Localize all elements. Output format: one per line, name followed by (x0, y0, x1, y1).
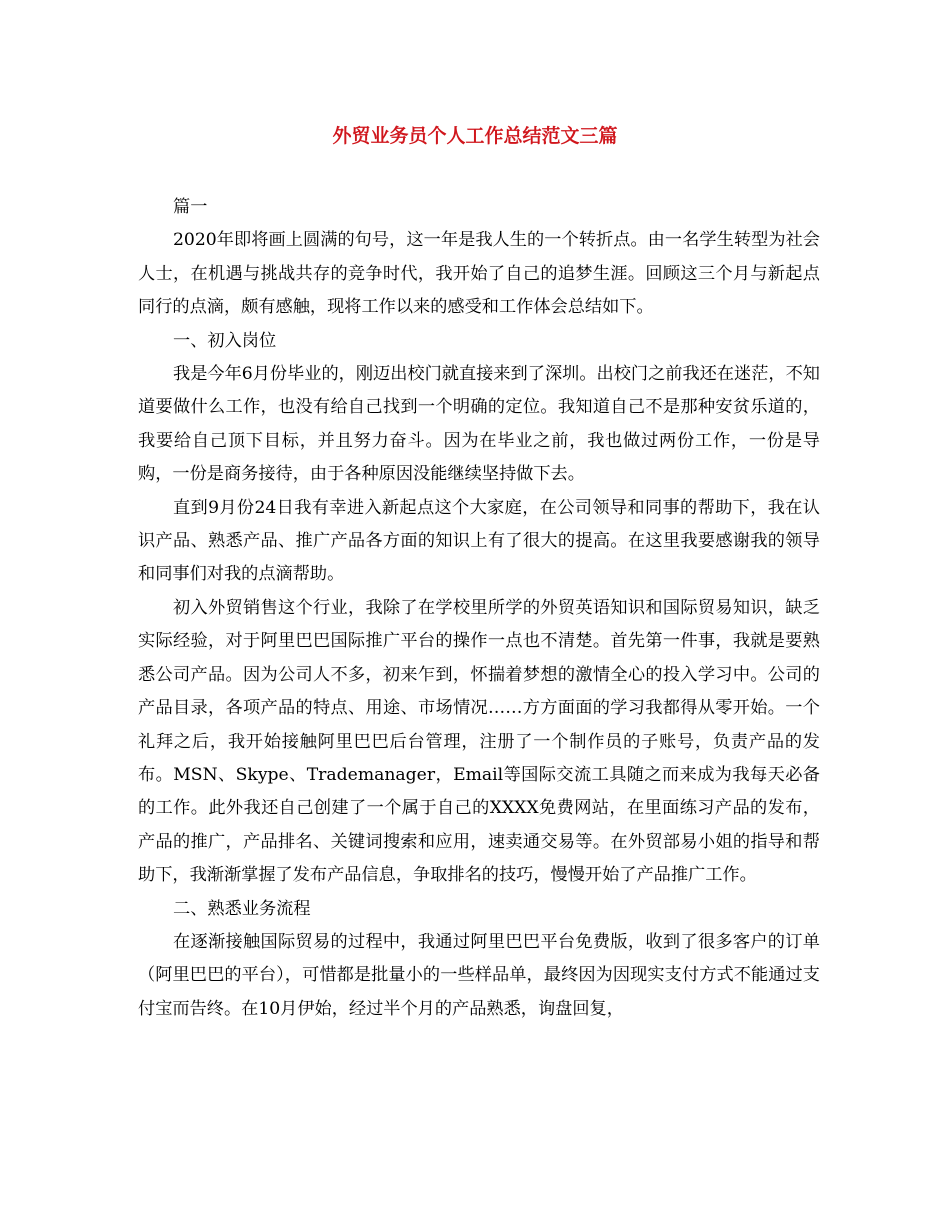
heading-first-post: 一、初入岗位 (173, 330, 277, 351)
heading-business-process: 二、熟悉业务流程 (173, 898, 311, 919)
paragraph-learning: 初入外贸销售这个行业，我除了在学校里所学的外贸英语知识和国际贸易知识，缺乏实际经验，对于阿里巴巴国际推广平台的操作一点也不清楚。首先第一件事，我就是要熟悉公司产品。因为公司人不多，初来乍到，怀揣着梦想的激情全心的投入学习中。公司的产品目录，各项产品的特点、用途、市场情况……方方面面的学习我都得从零开始。一个礼拜之后，我开始接触阿里巴巴后台管理，注册了一个制作员的子账号，负责产品的发布。MSN、Skype、Trademanager，Email等国际交流工具随之而来成为我每天必备的工作。此外我还自己创建了一个属于自己的XXXX免费网站，在里面练习产品的发布，产品的推广，产品排名、关键词搜索和应用，速卖通交易等。在外贸部易小姐的指导和帮助下，我渐渐掌握了发布产品信息，争取排名的技巧，慢慢开始了产品推广工作。 (138, 597, 820, 886)
paragraph-intro: 2020年即将画上圆满的句号，这一年是我人生的一个转折点。由一名学生转型为社会人士，在机遇与挑战共存的竞争时代，我开始了自己的追梦生涯。回顾这三个月与新起点同行的点滴，颇有感触，现将工作以来的感受和工作体会总结如下。 (138, 230, 820, 318)
section-label: 篇一 (173, 197, 208, 217)
paragraph-joining: 直到9月份24日我有幸进入新起点这个大家庭，在公司领导和同事的帮助下，我在认识产品、熟悉产品、推广产品各方面的知识上有了很大的提高。在这里我要感谢我的领导和同事们对我的点滴帮助。 (138, 497, 820, 585)
document-title: 外贸业务员个人工作总结范文三篇 (332, 125, 618, 147)
paragraph-orders: 在逐渐接触国际贸易的过程中，我通过阿里巴巴平台免费版，收到了很多客户的订单（阿里巴巴的平台），可惜都是批量小的一些样品单，最终因为因现实支付方式不能通过支付宝而告终。在10月伊始，经过半个月的产品熟悉，询盘回复， (138, 931, 820, 1019)
document-body (138, 191, 820, 1026)
paragraph-graduation: 我是今年6月份毕业的，刚迈出校门就直接来到了深圳。出校门之前我还在迷茫，不知道要做什么工作，也没有给自己找到一个明确的定位。我知道自己不是那种安贫乐道的，我要给自己顶下目标，并且努力奋斗。因为在毕业之前，我也做过两份工作，一份是导购，一份是商务接待，由于各种原因没能继续坚持做下去。 (138, 364, 820, 485)
